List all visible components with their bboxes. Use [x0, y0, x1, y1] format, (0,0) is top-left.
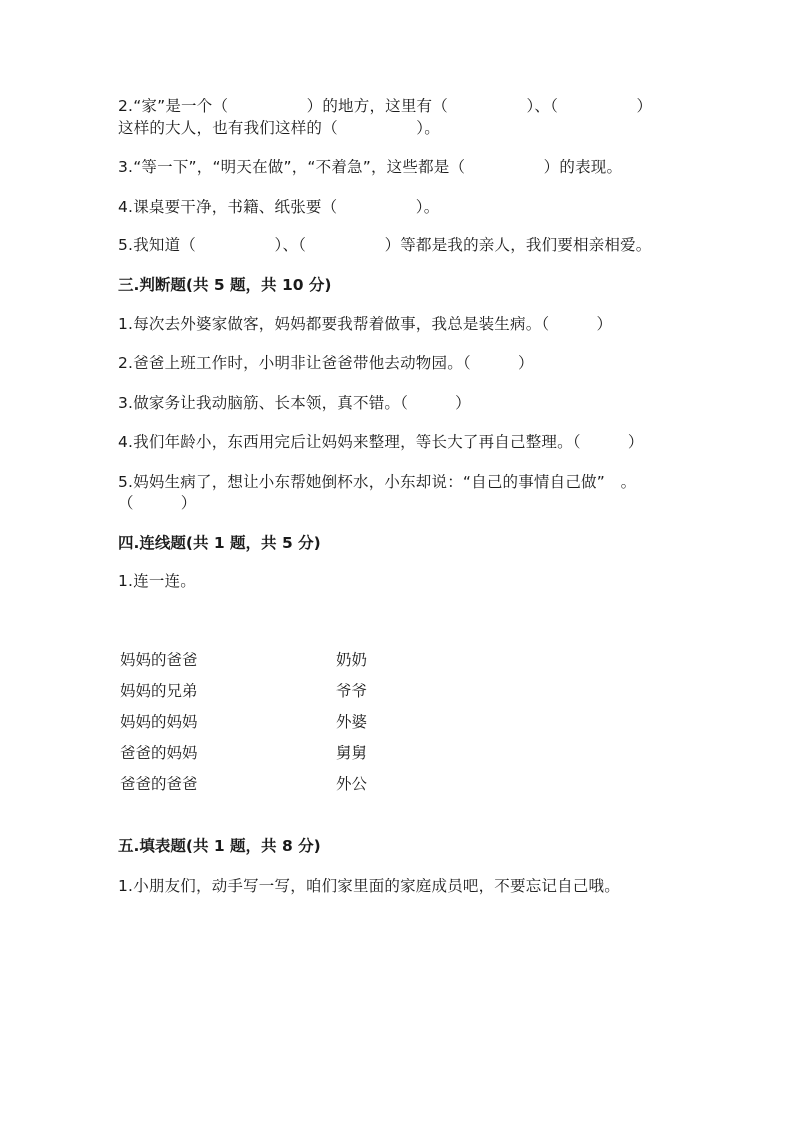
- match-right-item: 舅舅: [336, 744, 368, 762]
- fill-question-3: 3.“等一下”，“明天在做”，“不着急”，这些都是（ ）的表现。: [118, 158, 623, 176]
- match-left-item: 爸爸的爸爸: [120, 775, 198, 793]
- section-4-heading: 四.连线题(共 1 题，共 5 分): [118, 534, 321, 552]
- table-question-1: 1.小朋友们，动手写一写，咱们家里面的家庭成员吧，不要忘记自己哦。: [118, 877, 620, 895]
- judge-question-5-line-2: （ ）: [118, 494, 197, 512]
- section-3-heading: 三.判断题(共 5 题，共 10 分): [118, 276, 332, 294]
- match-left-item: 妈妈的兄弟: [120, 682, 198, 700]
- fill-question-5: 5.我知道（ ）、（ ）等都是我的亲人，我们要相亲相爱。: [118, 236, 652, 254]
- match-left-item: 妈妈的妈妈: [120, 713, 198, 731]
- match-right-item: 爷爷: [336, 682, 368, 700]
- judge-question-3: 3.做家务让我动脑筋、长本领，真不错。（ ）: [118, 394, 471, 412]
- section-5-heading: 五.填表题(共 1 题，共 8 分): [118, 837, 321, 855]
- match-right-item: 外婆: [336, 713, 368, 731]
- fill-question-2-line-2: 这样的大人，也有我们这样的（ ）。: [118, 119, 440, 137]
- match-left-item: 爸爸的妈妈: [120, 744, 198, 762]
- fill-question-4: 4.课桌要干净，书籍、纸张要（ ）。: [118, 198, 440, 216]
- fill-question-2-line-1: 2.“家”是一个（ ）的地方，这里有（ ）、（ ）: [118, 97, 653, 115]
- match-question-1: 1.连一连。: [118, 572, 196, 590]
- match-right-item: 外公: [336, 775, 368, 793]
- judge-question-2: 2.爸爸上班工作时，小明非让爸爸带他去动物园。（ ）: [118, 354, 534, 372]
- judge-question-5-line-1: 5.妈妈生病了，想让小东帮她倒杯水，小东却说：“自己的事情自己做” 。: [118, 473, 637, 491]
- match-right-item: 奶奶: [336, 651, 368, 669]
- judge-question-4: 4.我们年龄小，东西用完后让妈妈来整理，等长大了再自己整理。（ ）: [118, 433, 644, 451]
- match-left-item: 妈妈的爸爸: [120, 651, 198, 669]
- judge-question-1: 1.每次去外婆家做客，妈妈都要我帮着做事，我总是装生病。（ ）: [118, 315, 613, 333]
